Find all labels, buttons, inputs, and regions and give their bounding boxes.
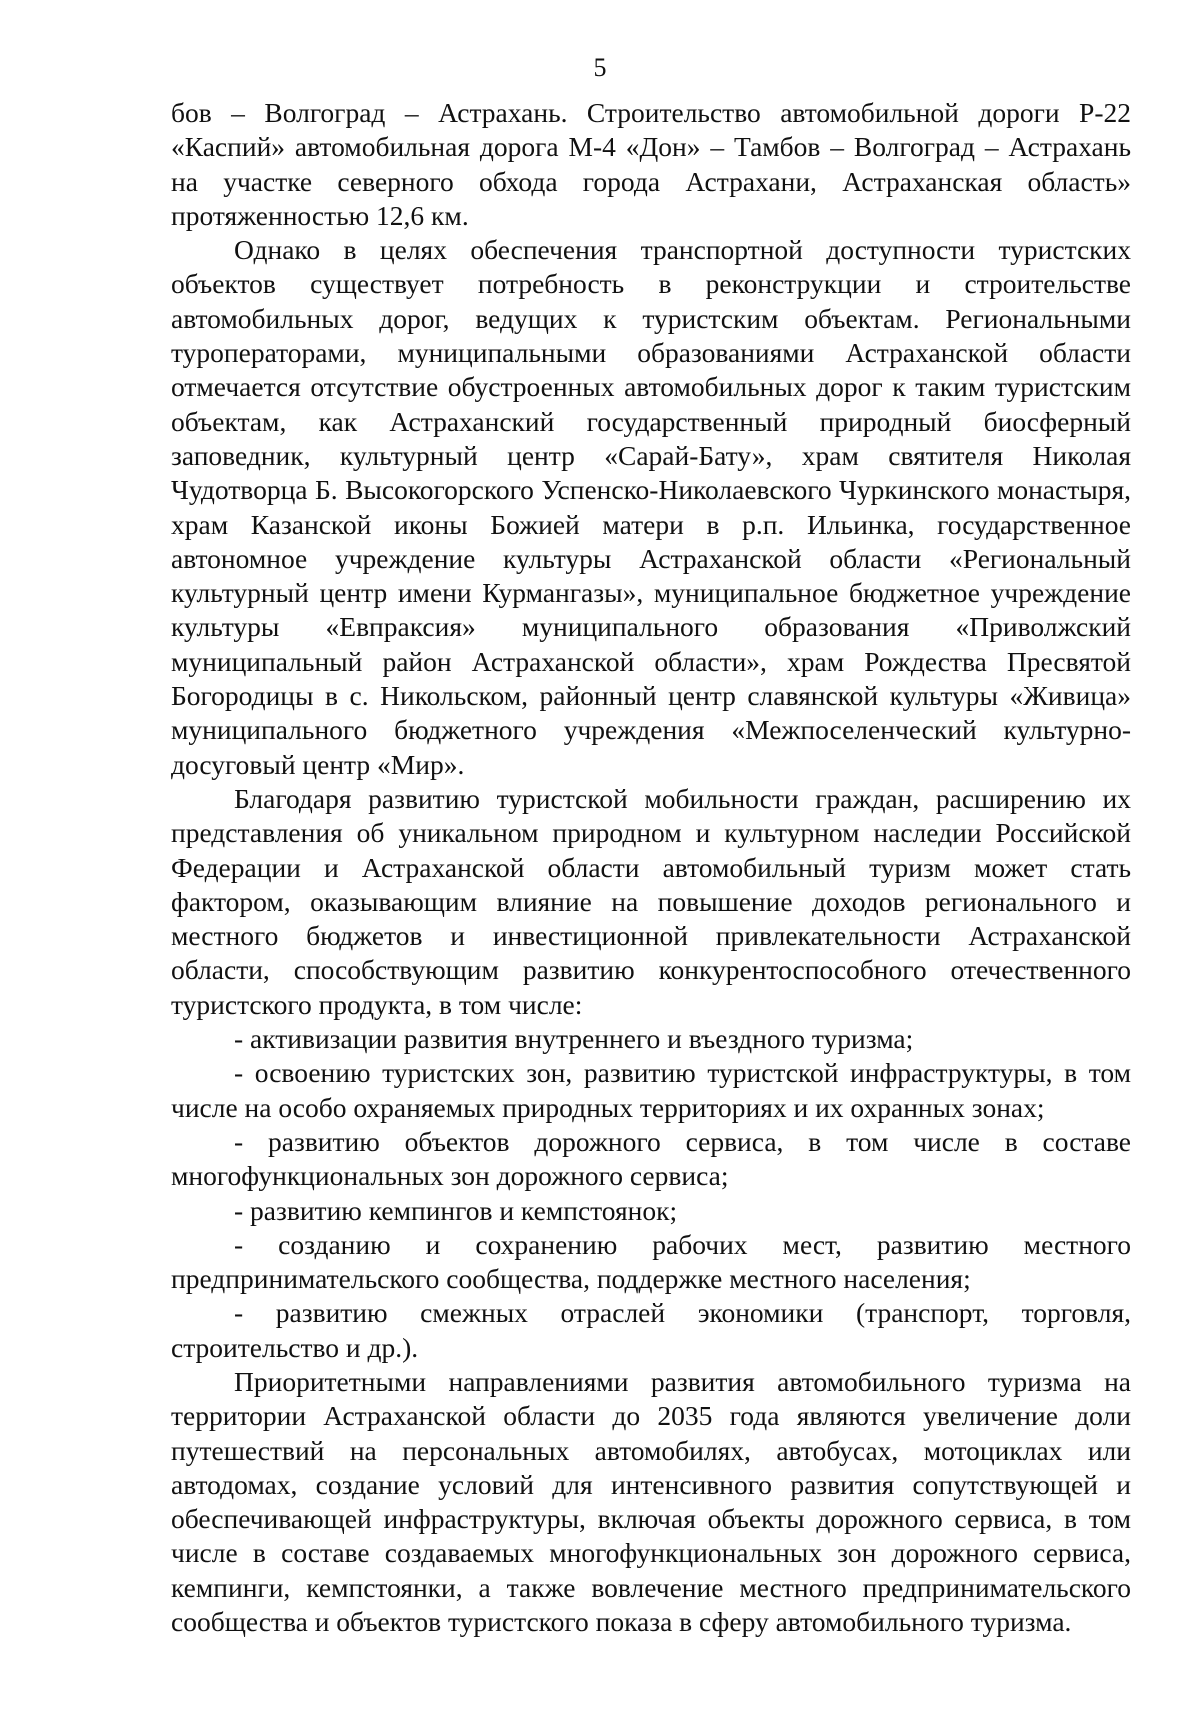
list-item-road-service: - развитию объектов дорожного сервиса, в том числе в составе многофункциональных зон дорожного сервиса;: [171, 1125, 1131, 1192]
paragraph-priorities: Приоритетными направлениями развития автомобильного туризма на территории Астраханской области до 2035 года являются увеличение доли путешествий на персональных автомобилях, автобусах, мотоциклах или автодомах, создание условий для интенсивного развития сопутствующей и обеспечивающей инфраструктуры, включая объекты дорожного сервиса, в том числе в составе создаваемых многофункциональных зон дорожного сервиса, кемпинги, кемпстоянки, а также вовлечение местного предпринимательского сообщества и объектов туристского показа в сферу автомобильного туризма.: [171, 1365, 1131, 1638]
paragraph-auto-tourism-benefits: Благодаря развитию туристской мобильности граждан, расширению их представления об уникальном природном и культурном наследии Российской Федерации и Астраханской области автомобильный туризм может стать фактором, оказывающим влияние на повышение доходов регионального и местного бюджетов и инвестиционной привлекательности Астраханской области, способствующим развитию конкурентоспособного отечественного туристского продукта, в том числе:: [171, 782, 1131, 1020]
page-number: 5: [593, 53, 607, 82]
list-item-related-sectors: - развитию смежных отраслей экономики (транспорт, торговля, строительство и др.).: [171, 1297, 1131, 1363]
list-item-tourist-zones: - освоению туристских зон, развитию туристской инфраструктуры, в том числе на особо охраняемых природных территориях и их охранных зонах;: [171, 1057, 1131, 1123]
list-item-jobs: - созданию и сохранению рабочих мест, развитию местного предпринимательского сообщества, поддержке местного населения;: [171, 1228, 1131, 1295]
list-item-campings: - развитию кемпингов и кемпстоянок;: [234, 1194, 678, 1226]
list-item-domestic-tourism: - активизации развития внутреннего и въездного туризма;: [234, 1023, 914, 1055]
paragraph-tourist-access: Однако в целях обеспечения транспортной доступности туристских объектов существует потребность в реконструкции и строительстве автомобильных дорог, ведущих к туристским объектам. Региональными туроператорами, муниципальными образованиями Астраханской области отмечается отсутствие обустроенных автомобильных дорог к таким туристским объектам, как Астраханский государственный природный биосферный заповедник, культурный центр «Сарай-Бату», храм святителя Николая Чудотворца Б. Высокогорского Успенско-Николаевского Чуркинского монастыря, храм Казанской иконы Божией матери в р.п. Ильинка, государственное автономное учреждение культуры Астраханской области «Региональный культурный центр имени Курмангазы», муниципальное бюджетное учреждение культуры «Евпраксия» муниципального образования «Приволжский муниципальный район Астраханской области», храм Рождества Пресвятой Богородицы в с. Никольском, районный центр славянской культуры «Живица» муниципального бюджетного учреждения «Межпоселенческий культурно-досуговый центр «Мир».: [171, 234, 1131, 780]
paragraph-continuation: бов – Волгоград – Астрахань. Строительство автомобильной дороги Р-22 «Каспий» автомобильная дорога М-4 «Дон» – Тамбов – Волгоград – Астрахань на участке северного обхода города Астрахани, Астраханская область» протяженностью 12,6 км.: [171, 97, 1131, 231]
document-body: [171, 96, 1131, 1639]
